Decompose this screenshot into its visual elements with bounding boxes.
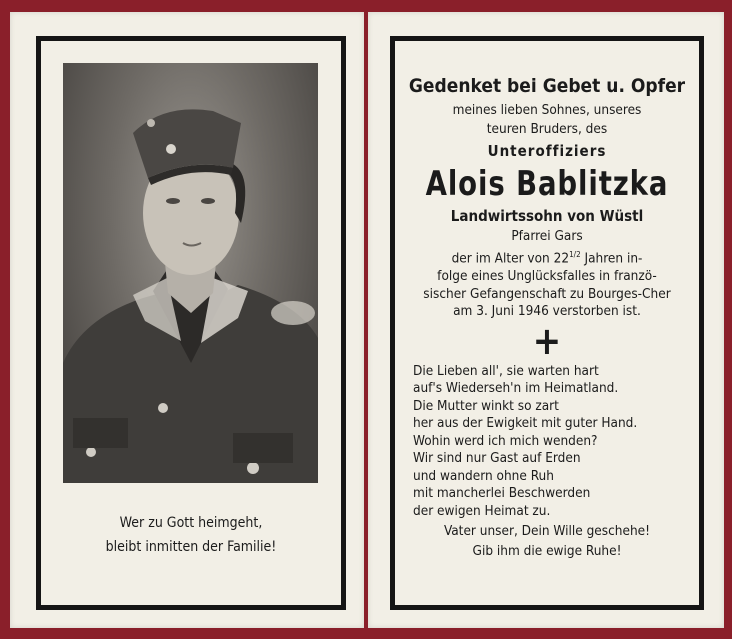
body-line: am 3. Juni 1946 verstorben ist. [453,303,641,319]
poem-line: der ewigen Heimat zu. [413,502,551,519]
closing-line: Vater unser, Dein Wille geschehe! [443,523,651,539]
poem-line: auf's Wiederseh'n im Heimatland. [413,380,619,396]
poem-line: Wohin werd ich mich wenden? [413,432,598,449]
deceased-name: Alois Bablitzka [425,164,669,204]
poem [395,363,699,521]
cross-symbol: + [532,318,562,363]
poem-line: Wir sind nur Gast auf Erden [413,450,581,466]
rank-text: Unteroffiziers [487,142,607,160]
body-line: folge eines Unglücksfalles in franzö- [437,268,657,284]
parish-text: Pfarrei Gars [511,228,583,244]
motto-text [41,511,341,559]
closing-line: Gib ihm die ewige Ruhe! [472,543,622,559]
body-line: sischer Gefangenschaft zu Bourges-Cher [423,285,671,302]
black-mourning-border-right [390,36,704,610]
age-prefix: der im Alter von 22 [451,250,570,267]
memorial-card-right-page [368,12,724,628]
memorial-text [395,71,699,560]
poem-line: Die Mutter winkt so zart [413,397,559,414]
memorial-card-left-page [10,12,364,628]
header-text: Gedenket bei Gebet u. Opfer [408,75,686,97]
age-fraction: 1/2 [569,250,581,259]
poem-line: her aus der Ewigkeit mit guter Hand. [413,415,638,431]
occupation-text: Landwirtssohn von Wüstl [450,207,644,225]
poem-line: und wandern ohne Ruh [413,467,554,484]
poem-line: mit mancherlei Beschwerden [413,485,591,501]
motto-line: Wer zu Gott heimgeht, [119,515,263,531]
intro-line: teuren Bruders, des [486,121,608,137]
age-suffix: Jahren in- [584,250,643,267]
motto-line: bleibt inmitten der Familie! [105,539,277,555]
portrait-photo [63,63,318,483]
poem-line: Die Lieben all', sie warten hart [413,362,599,379]
age-line [395,246,699,268]
black-mourning-border-left [36,36,346,610]
intro-line: meines lieben Sohnes, unseres [452,102,642,118]
